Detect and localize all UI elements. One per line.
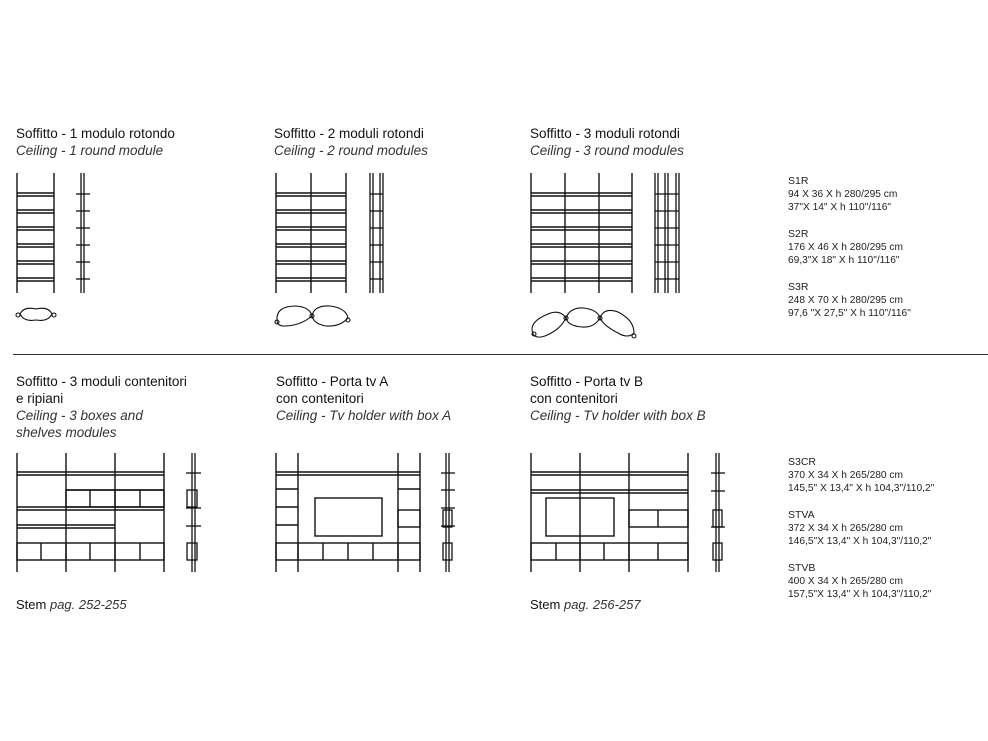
spec-metric: 372 X 34 X h 265/280 cm — [788, 523, 903, 534]
spec-metric: 176 X 46 X h 280/295 cm — [788, 242, 903, 253]
spec-s3cr — [788, 456, 934, 495]
title-it: Soffitto - 3 moduli rotondi — [530, 126, 680, 141]
title-it-line2: con contenitori — [276, 391, 364, 406]
page-reference-1 — [16, 597, 127, 612]
stva-front — [276, 453, 420, 572]
stva-side — [441, 453, 455, 572]
title-en-line1: Ceiling - Tv holder with box A — [276, 408, 452, 423]
s3r-side — [655, 173, 679, 293]
spec-s1r — [788, 175, 897, 214]
spec-s2r — [788, 228, 903, 267]
s1r-front — [17, 173, 54, 293]
reference-pages: pag. 252-255 — [49, 597, 127, 612]
spec-code: S2R — [788, 228, 809, 240]
title-en-line1: Ceiling - 3 boxes and — [16, 408, 143, 423]
reference-pages: pag. 256-257 — [563, 597, 641, 612]
section-title-stvb — [530, 373, 706, 424]
s3cr-side — [186, 453, 201, 572]
s3r-front — [531, 173, 632, 293]
spec-stva — [788, 509, 931, 548]
section-title-s3cr — [16, 373, 187, 441]
spec-imperial: 145,5" X 13,4" X h 104,3"/110,2" — [788, 483, 935, 494]
title-it-line1: Soffitto - 3 moduli contenitori — [16, 374, 187, 389]
title-it-line1: Soffitto - Porta tv A — [276, 374, 389, 389]
title-en-line1: Ceiling - Tv holder with box B — [530, 408, 706, 423]
spec-code: STVB — [788, 562, 816, 574]
section-divider — [13, 354, 988, 355]
spec-code: S3R — [788, 281, 809, 293]
title-it: Soffitto - 2 moduli rotondi — [274, 126, 424, 141]
s3r-plan — [532, 308, 636, 338]
s1r-side — [76, 173, 90, 293]
spec-stvb — [788, 562, 931, 601]
spec-metric: 370 X 34 X h 265/280 cm — [788, 470, 903, 481]
spec-imperial: 157,5"X 13,4" X h 104,3"/110,2" — [788, 589, 932, 600]
stvb-front — [531, 453, 688, 572]
title-en: Ceiling - 2 round modules — [274, 143, 428, 158]
reference-label: Stem — [16, 597, 47, 612]
spec-imperial: 69,3"X 18" X h 110"/116" — [788, 255, 900, 266]
s1r-plan — [16, 308, 56, 320]
s3cr-front — [17, 453, 164, 572]
title-it-line2: con contenitori — [530, 391, 618, 406]
spec-metric: 248 X 70 X h 280/295 cm — [788, 295, 903, 306]
spec-code: S3CR — [788, 456, 817, 468]
title-it-line1: Soffitto - Porta tv B — [530, 374, 644, 389]
spec-imperial: 97,6 "X 27,5" X h 110"/116" — [788, 308, 911, 319]
title-it-line2: e ripiani — [16, 391, 64, 406]
spec-imperial: 37"X 14" X h 110"/116" — [788, 202, 892, 213]
title-en: Ceiling - 1 round module — [16, 143, 164, 158]
spec-code: STVA — [788, 509, 815, 521]
s2r-front — [276, 173, 346, 293]
stvb-side — [711, 453, 725, 572]
spec-metric: 94 X 36 X h 280/295 cm — [788, 189, 898, 200]
spec-metric: 400 X 34 X h 265/280 cm — [788, 576, 903, 587]
title-it: Soffitto - 1 modulo rotondo — [16, 126, 175, 141]
s2r-plan — [275, 306, 350, 326]
s2r-side — [370, 173, 383, 293]
spec-code: S1R — [788, 175, 809, 187]
section-title-stva — [276, 373, 451, 424]
reference-label: Stem — [530, 597, 561, 612]
title-en-line2: shelves modules — [16, 425, 117, 440]
title-en: Ceiling - 3 round modules — [530, 143, 684, 158]
spec-imperial: 146,5"X 13,4" X h 104,3"/110,2" — [788, 536, 932, 547]
spec-s3r — [788, 281, 911, 320]
page-reference-2 — [530, 597, 641, 612]
